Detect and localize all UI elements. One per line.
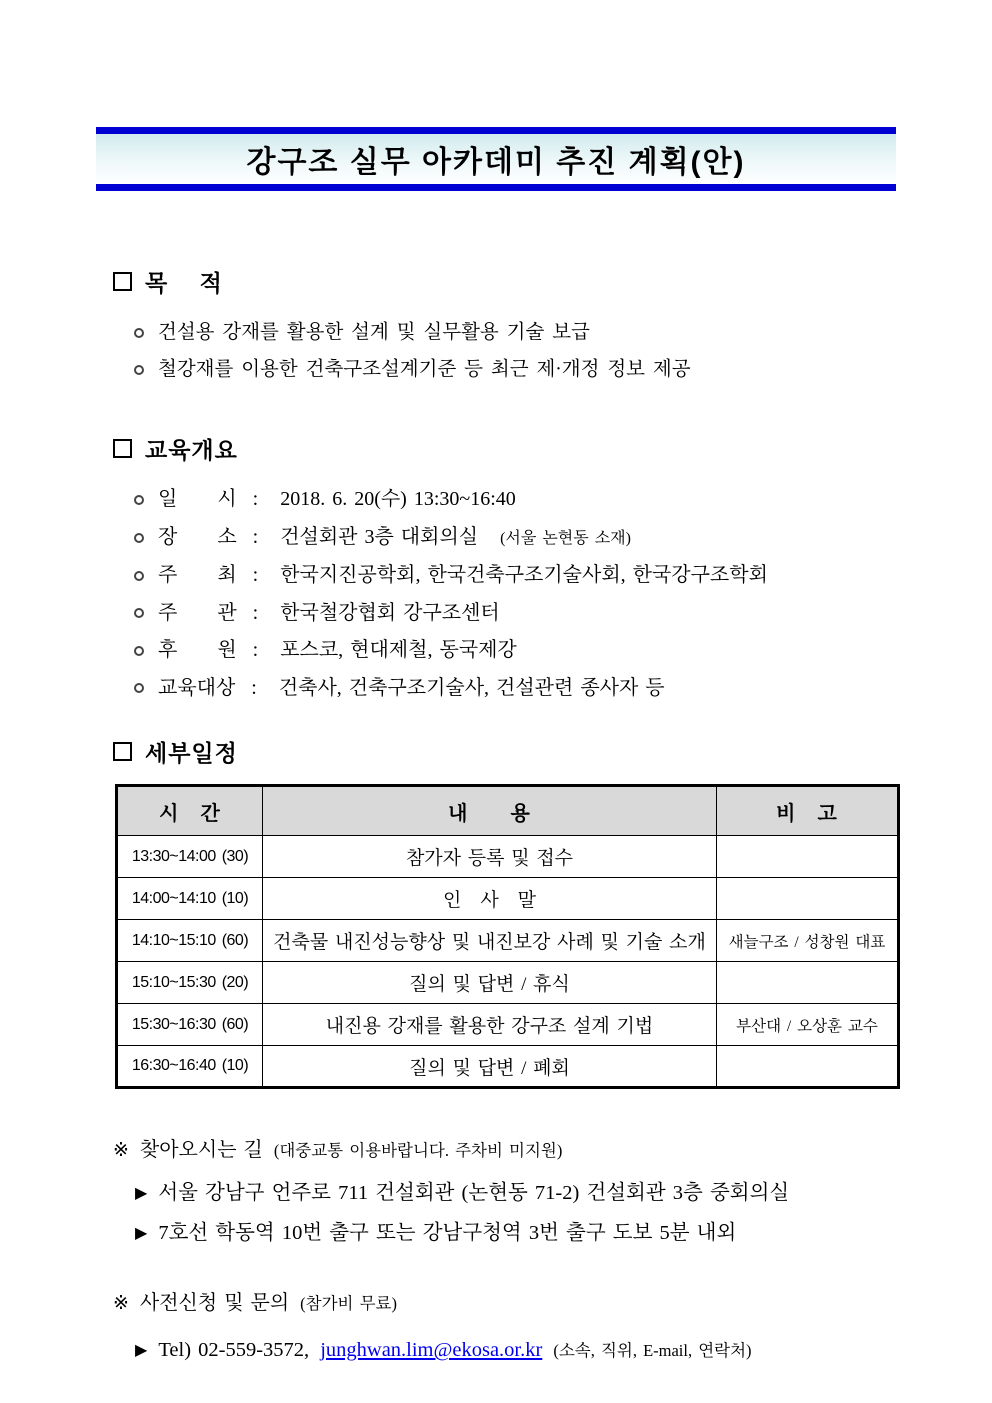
cell-note: 부산대 / 오상훈 교수: [717, 1004, 899, 1046]
cell-content: 건축물 내진성능향상 및 내진보강 사례 및 기술 소개: [263, 920, 717, 962]
contact-line-wrap: [135, 1331, 992, 1371]
section-purpose: [0, 265, 992, 388]
directions-title: 찾아오시는 길: [139, 1139, 263, 1161]
cell-time: 14:10~15:10 (60): [117, 920, 263, 962]
section-heading-overview: [113, 432, 992, 465]
purpose-bullet-text: 철강재를 이용한 건축구조설계기준 등 최근 제·개정 정보 제공: [158, 359, 691, 380]
cell-time: 15:10~15:30 (20): [117, 962, 263, 1004]
directions-block: [113, 1133, 992, 1254]
overview-label: 장 소: [158, 525, 237, 548]
overview-label: 교육대상: [158, 676, 236, 699]
overview-separator: :: [252, 525, 259, 548]
overview-label: 일 시: [158, 488, 237, 510]
overview-separator: :: [252, 488, 259, 510]
section-heading-schedule: [113, 735, 992, 768]
contact-line: [135, 1331, 992, 1371]
square-marker-icon: [113, 272, 132, 291]
cell-time: 16:30~16:40 (10): [117, 1046, 263, 1088]
arrow-right-icon: ▶: [135, 1225, 148, 1242]
directions-note: (대중교통 이용바랍니다. 주차비 미지원): [273, 1141, 563, 1160]
application-block: [113, 1286, 992, 1371]
cell-time: 15:30~16:30 (60): [117, 1004, 263, 1046]
table-row: [117, 878, 899, 920]
application-note: (참가비 무료): [300, 1294, 397, 1313]
overview-separator: :: [251, 676, 257, 699]
overview-label: 주 관: [158, 601, 237, 624]
cell-note: [717, 836, 899, 878]
page-title: 강구조 실무 아카데미 추진 계획(안): [246, 146, 746, 179]
title-banner: [96, 127, 896, 191]
list-item: [134, 351, 992, 388]
overview-value: 2018. 6. 20(수) 13:30~16:40: [280, 488, 516, 510]
cell-content: 내진용 강재를 활용한 강구조 설계 기법: [263, 1004, 717, 1046]
purpose-bullet-text: 건설용 강재를 활용한 설계 및 실무활용 기술 보급: [158, 322, 590, 343]
telephone-text: Tel) 02-559-3572,: [158, 1339, 310, 1361]
table-row: [117, 1004, 899, 1046]
directions-item-text: 7호선 학동역 10번 출구 또는 강남구청역 3번 출구 도보 5분 내외: [158, 1222, 737, 1244]
cell-note: [717, 878, 899, 920]
schedule-table: [115, 784, 900, 1089]
table-header-row: [117, 786, 899, 836]
overview-value: 포스코, 현대제철, 동국제강: [280, 639, 517, 661]
arrow-right-icon: ▶: [135, 1342, 148, 1359]
cell-time: 13:30~14:00 (30): [117, 836, 263, 878]
overview-separator: :: [252, 639, 259, 661]
cell-note: [717, 962, 899, 1004]
overview-separator: :: [252, 564, 259, 586]
circle-bullet-icon: [134, 608, 144, 618]
email-link[interactable]: junghwan.lim@ekosa.or.kr: [320, 1339, 543, 1361]
list-item: [135, 1214, 992, 1254]
directions-item-text: 서울 강남구 언주로 711 건설회관 (논현동 71-2) 건설회관 3층 중회의실: [158, 1182, 790, 1204]
overview-item-sponsor: [134, 632, 992, 670]
overview-note: (서울 논현동 소재): [500, 529, 631, 547]
directions-list: [135, 1174, 992, 1254]
circle-bullet-icon: [134, 683, 144, 693]
overview-label: 주 최: [158, 564, 237, 586]
column-header-note: 비 고: [717, 786, 899, 836]
overview-value: 건설회관 3층 대회의실: [280, 525, 479, 548]
reference-mark-icon: ※: [113, 1293, 129, 1314]
overview-item-organizer: [134, 595, 992, 633]
section-schedule: [0, 735, 992, 1089]
overview-value: 한국철강협회 강구조센터: [280, 601, 500, 624]
circle-bullet-icon: [134, 571, 144, 581]
contact-suffix: (소속, 직위, E-mail, 연락처): [553, 1341, 752, 1360]
cell-content: 인 사 말: [263, 878, 717, 920]
circle-bullet-icon: [134, 495, 144, 505]
overview-item-datetime: [134, 481, 992, 519]
cell-content: 질의 및 답변 / 휴식: [263, 962, 717, 1004]
circle-bullet-icon: [134, 533, 144, 543]
overview-value: 한국지진공학회, 한국건축구조기술사회, 한국강구조학회: [280, 564, 768, 586]
circle-bullet-icon: [134, 328, 144, 338]
cell-time: 14:00~14:10 (10): [117, 878, 263, 920]
square-marker-icon: [113, 742, 132, 761]
column-header-content: 내 용: [263, 786, 717, 836]
overview-item-host: [134, 557, 992, 595]
arrow-right-icon: ▶: [135, 1185, 148, 1202]
list-item: [135, 1174, 992, 1214]
square-marker-icon: [113, 439, 132, 458]
section-title-schedule: 세부일정: [145, 740, 238, 766]
circle-bullet-icon: [134, 365, 144, 375]
cell-content: 질의 및 답변 / 폐회: [263, 1046, 717, 1088]
circle-bullet-icon: [134, 646, 144, 656]
purpose-bullet-list: [134, 314, 992, 388]
overview-separator: :: [252, 601, 259, 624]
section-overview: [0, 432, 992, 707]
cell-content: 참가자 등록 및 접수: [263, 836, 717, 878]
section-heading-purpose: [113, 265, 992, 298]
table-row: [117, 1046, 899, 1088]
overview-item-venue: [134, 519, 992, 558]
column-header-time: 시 간: [117, 786, 263, 836]
application-heading: [113, 1286, 992, 1315]
overview-value: 건축사, 건축구조기술사, 건설관련 종사자 등: [278, 676, 665, 699]
overview-item-audience: [134, 670, 992, 708]
overview-label: 후 원: [158, 639, 237, 661]
list-item: [134, 314, 992, 351]
table-row: [117, 962, 899, 1004]
table-row: [117, 920, 899, 962]
application-title: 사전신청 및 문의: [139, 1292, 290, 1314]
cell-note: 새늘구조 / 성창원 대표: [717, 920, 899, 962]
section-title-purpose: 목 적: [145, 270, 223, 296]
section-title-overview: 교육개요: [145, 437, 238, 463]
directions-heading: [113, 1133, 992, 1162]
cell-note: [717, 1046, 899, 1088]
reference-mark-icon: ※: [113, 1140, 129, 1161]
overview-item-list: [134, 481, 992, 707]
table-row: [117, 836, 899, 878]
